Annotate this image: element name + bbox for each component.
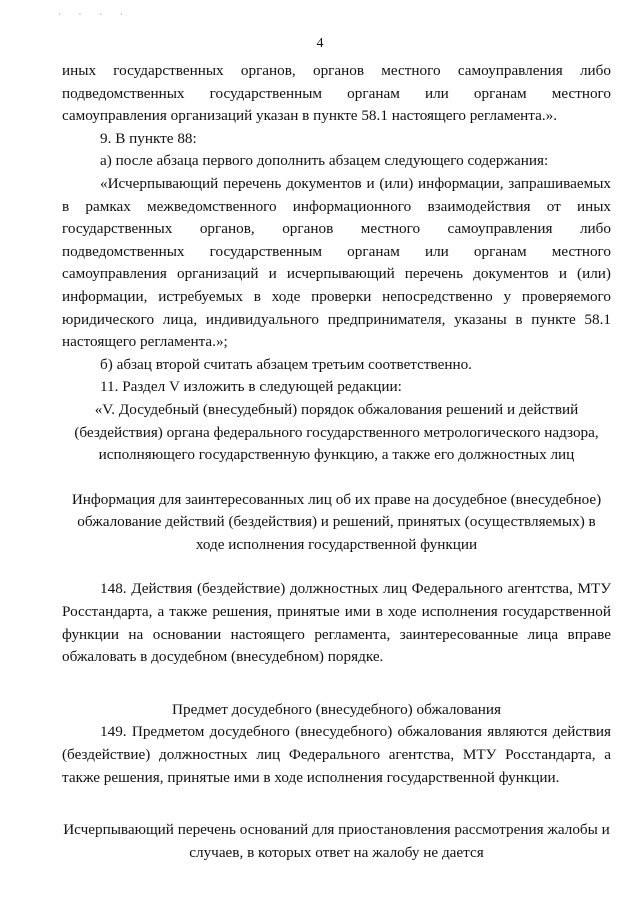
paragraph-149: 149. Предметом досудебного (внесудебного) обжалования являются действия (бездействие) должностных лиц Федерального агентства, МТУ Росстандарта, а также решения, принятые ими в ходе исполнения государственной функции. — [62, 723, 611, 786]
paragraph-continuation: иных государственных органов, органов местного самоуправления либо подведомственных государственным органам или органам местного самоуправления организаций указан в пункте 58.1 настоящего регламента.». — [62, 62, 611, 125]
subheading-information: Информация для заинтересованных лиц об их праве на досудебное (внесудебное) обжалование действий (бездействия) и решений, принятых (осуществляемых) в ходе исполнения государственной функции — [71, 490, 602, 553]
page-number: 4 — [316, 36, 324, 51]
paragraph-148: 148. Действия (бездействие) должностных лиц Федерального агентства, МТУ Росстандарта, а также решения, принятые ими в ходе исполнения государственной функции на основании настоящего регламента, заинтересованные лица вправе обжаловать в досудебном (внесудебном) порядке. — [62, 580, 611, 666]
document-body — [62, 60, 611, 864]
paragraph-item-11: 11. Раздел V изложить в следующей редакции: — [100, 378, 402, 396]
section-heading-v: «V. Досудебный (внесудебный) порядок обжалования решений и действий (бездействия) органа федерального государственного метрологического надзора, исполняющего государственную функцию, а также его должностных лиц — [74, 400, 599, 464]
paragraph-item-9: 9. В пункте 88: — [100, 129, 197, 147]
subheading-grounds: Исчерпывающий перечень оснований для приостановления рассмотрения жалобы и случаев, в которых ответ на жалобу не дается — [63, 821, 610, 861]
paragraph-sub-a: а) после абзаца первого дополнить абзацем следующего содержания: — [100, 152, 549, 170]
paragraph-quote: «Исчерпывающий перечень документов и (или) информации, запрашиваемых в рамках межведомственного информационного взаимодействия от иных государственных органов, органов местного самоуправления либо подведомственных государственным органам или органам местного самоуправления организаций и исчерпывающий перечень документов и (или) информации, истребуемых в ходе проверки непосредственно у проверяемого юридического лица, индивидуального предпринимателя, указаны в пункте 58.1 настоящего регламента.»; — [62, 174, 611, 351]
scan-specks: · · · · — [58, 10, 131, 19]
paragraph-sub-b: б) абзац второй считать абзацем третьим соответственно. — [100, 355, 472, 373]
subheading-subject: Предмет досудебного (внесудебного) обжалования — [172, 700, 501, 718]
